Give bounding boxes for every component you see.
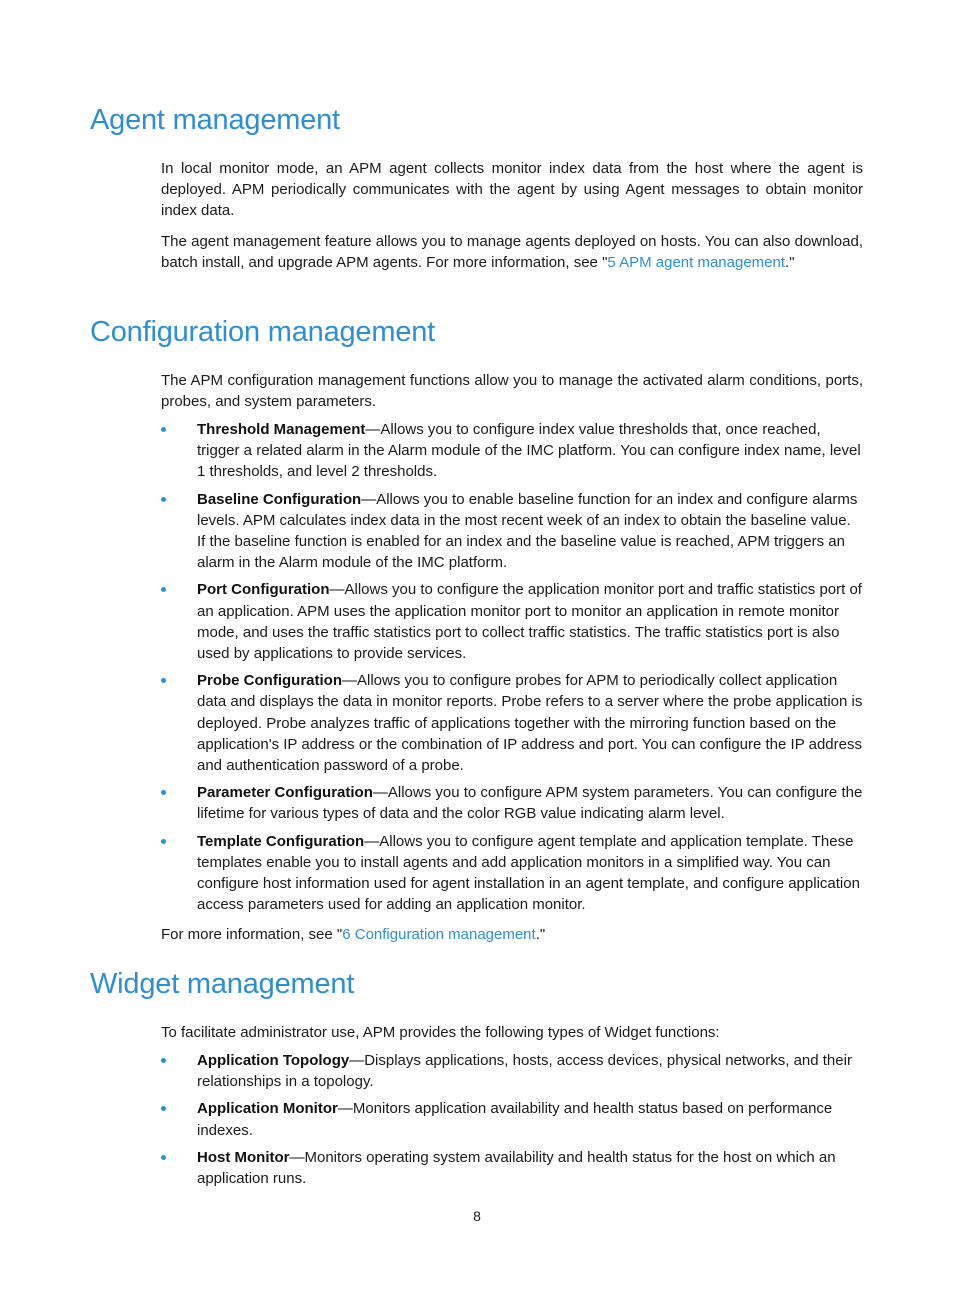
bullet-term: Application Topology [197,1052,350,1069]
widget-intro: To facilitate administrator use, APM provides the following types of Widget functions: [161,1024,720,1041]
list-item [161,579,863,664]
bullet-text: —Displays applications, hosts, access devices, physical networks, and their relationships in a topology. [197,1052,852,1091]
bullet-dot-icon [161,1155,166,1160]
page-number: 8 [473,1208,481,1224]
heading-widget-management: Widget management [90,968,355,1000]
bullet-term: Port Configuration [197,581,330,599]
list-item [161,831,863,916]
bullet-text: —Allows you to configure agent template and application template. These templates enable you to install agents and add application monitors in a simplified way. You can configure host information used for agent installation in an agent template, and configure application access parameters used for adding an application monitor. [197,832,860,914]
bullet-text: —Monitors operating system availability and health status for the host on which an application runs. [197,1148,836,1188]
widget-bullet-list [161,1050,863,1189]
list-item [161,1050,863,1092]
bullet-term: Host Monitor [197,1148,290,1166]
config-more-info [161,924,863,945]
list-item [161,419,863,483]
config-bullet-list [161,419,863,915]
bullet-dot-icon [161,587,166,592]
config-more-text: For more information, see " [161,926,343,943]
list-item [161,1098,863,1140]
heading-agent-management: Agent management [90,104,340,136]
bullet-text: —Allows you to configure probes for APM to periodically collect application data and displays the data in monitor reports. Probe refers to a server where the probe application is deployed. Probe analyzes traffic of applications together with the mirroring function based on the application's IP address or the combination of IP address and port. You can configure the IP address and authentication password of a probe. [197,672,863,775]
bullet-text: —Allows you to enable baseline function for an index and configure alarms levels. APM calculates index data in the most recent week of an index to obtain the baseline value. If the baseline function is enabled for an index and the baseline value is reached, APM triggers an alarm in the Alarm module of the IMC platform. [197,490,858,572]
bullet-term: Threshold Management [197,421,366,438]
config-intro: The APM configuration management functions allow you to manage the activated alarm conditions, ports, probes, and system parameters. [161,372,863,411]
bullet-dot-icon [161,790,166,795]
bullet-text: —Allows you to configure the application monitor port and traffic statistics port of an application. APM uses the application monitor port to monitor an application in remote monitor mode, and uses the traffic statistics port to collect traffic statistics. The traffic statistics port is also used by applications to provide services. [197,581,862,663]
bullet-term: Parameter Configuration [197,784,373,802]
agent-p2-text: The agent management feature allows you to manage agents deployed on hosts. You can also download, batch install, and upgrade APM agents. For more information, see " [161,233,863,272]
bullet-dot-icon [161,427,166,432]
bullet-term: Application Monitor [197,1100,338,1118]
heading-configuration-management: Configuration management [90,316,436,348]
bullet-term: Template Configuration [197,832,365,850]
bullet-dot-icon [161,497,166,502]
list-item [161,1147,863,1189]
list-item [161,782,863,824]
agent-p2-tail: ." [785,254,795,272]
agent-paragraph-2 [161,231,863,273]
bullet-dot-icon [161,839,166,844]
list-item [161,489,863,574]
bullet-dot-icon [161,678,166,683]
bullet-term: Baseline Configuration [197,490,362,508]
agent-paragraph-1: In local monitor mode, an APM agent collects monitor index data from the host where the agent is deployed. APM periodically communicates with the agent by using Agent messages to obtain monitor index data. [161,160,863,220]
bullet-dot-icon [161,1058,166,1063]
bullet-text: —Monitors application availability and health status based on performance indexes. [197,1100,833,1139]
bullet-text: —Allows you to configure index value thresholds that, once reached, trigger a related alarm in the Alarm module of the IMC platform. You can configure index name, level 1 thresholds, and level 2 thresholds. [197,421,861,481]
config-more-tail: ." [535,926,546,943]
list-item [161,670,863,776]
bullet-dot-icon [161,1106,166,1111]
bullet-term: Probe Configuration [197,672,342,690]
link-apm-agent-management[interactable]: 5 APM agent management [607,254,786,272]
link-configuration-management[interactable]: 6 Configuration management [342,926,536,943]
bullet-text: —Allows you to configure APM system parameters. You can configure the lifetime for various types of data and the color RGB value indicating alarm level. [197,784,863,823]
